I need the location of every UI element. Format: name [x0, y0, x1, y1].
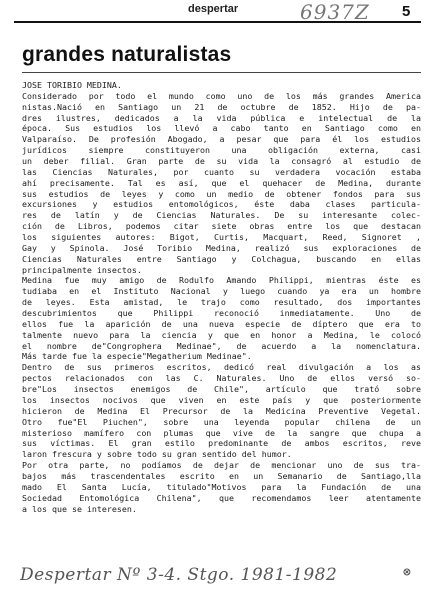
article-line: nistas.Nació en Santiago un 21 de octubre de 1852. Hijo de pa- [22, 101, 421, 112]
article-line: excursiones y estudios entomológicos, éste daba clases particula- [22, 199, 421, 210]
article-body [22, 80, 421, 514]
article-line: los siguientes autores: Bigot, Curtis, Macquart, Reed, Signoret , [22, 232, 421, 243]
article-line: Gay y Spinola. José Toribio Medina, realizó sus exploraciones de [22, 242, 421, 253]
article-line: laron frescura y sobre todo su gran sentido del humor. [22, 449, 292, 460]
article-line: descubrimientos que Philippi reconoció inmediatamente. Uno de [22, 308, 421, 319]
article-line: pectos relacionados con las C. Naturales. Uno de ellos versó so- [22, 373, 421, 384]
article-line: jurídicos siempre constituyeron una obligación externa, casi [22, 145, 421, 156]
article-line: Más tarde fue la especie"Megatherium Medinae". [22, 351, 252, 362]
article-line: principalmente insectos. [22, 264, 142, 275]
article-line: Valparaíso. De profesión Abogado, a pesar que para él los estudios [22, 134, 421, 145]
article-line: talmente nuevo para la ciencia y que en honor a Medina, le colocó [22, 329, 421, 340]
article-line: Ciencias Naturales entre Santiago y Colchagua, buscando en ellas [22, 253, 421, 264]
article-line: Considerado por todo el mundo como uno de los más grandes America [22, 90, 421, 101]
article-line: sus víctimas. El gran estilo predominante de ambos escritos, reve [22, 438, 421, 449]
article-line: Por otra parte, no podíamos de dejar de mencionar uno de sus tra- [22, 460, 421, 471]
article-line: de leyes. Esta amistad, le trajo como resultado, dos importantes [22, 297, 421, 308]
handwritten-catalog-code: 6937Z [300, 0, 370, 24]
article-line: época. Sus estudios los llevó a cabo tanto en Santiago como en [22, 123, 421, 134]
article-line: Otro fue"El Piuchen", sobre una leyenda popular chilena de un [22, 416, 421, 427]
article-line: bajos más trascendentales escrito en un Semanario de Santiago,lla [22, 470, 421, 481]
article-line: los insectos nocivos que viven en este país y que posteriormente [22, 394, 421, 405]
article-line: sus estudios de leyes y como un medio de obtener fondos para sus [22, 188, 421, 199]
article-line: misterioso mamífero con plumas que vive de la sangre que chupa a [22, 427, 421, 438]
stamp-icon: ⊗ [403, 565, 411, 580]
article-line: Sociedad Entomológica Chilena", que recomendamos leer atentamente [22, 492, 421, 503]
article-line: tudiaba en el Instituto Nacional y luego cuando ya era un hombre [22, 286, 421, 297]
article-line: dres ilustres, dedicados a la vida pública e intelectual de la [22, 112, 421, 123]
article-line: a los que se interesen. [22, 503, 137, 514]
article-line: un deber filial. Gran parte de su vida la consagró al estudio de [22, 156, 421, 167]
header-divider [14, 21, 421, 23]
article-line: bre"Los insectos enemigos de Chile", artículo que trató sobre [22, 384, 421, 395]
article-line: ahí precisamente. Tal es así, que el quehacer de Medina, durante [22, 177, 421, 188]
article-line: el nombre de"Congrophera Medinae", de acuerdo a la nomenclatura. [22, 340, 421, 351]
section-divider [22, 72, 421, 73]
article-line: las Ciencias Naturales, por cuanto su verdadera vocación estaba [22, 166, 421, 177]
section-title: grandes naturalistas [22, 43, 232, 66]
handwritten-source-note: Despertar Nº 3-4. Stgo. 1981-1982 [20, 565, 338, 585]
article-line: JOSE TORIBIO MEDINA. [22, 80, 122, 90]
article-line: mado El Santa Lucía, titulado"Motivos para la Fundación de una [22, 481, 421, 492]
article-line: ellos fue la aparición de una nueva especie de díptero que era to [22, 318, 421, 329]
article-line: Medina fue muy amigo de Rodulfo Amando Philippi, mientras éste es [22, 275, 421, 286]
article-line: hicieron de Medina El Precursor de la Medicina Preventive Vegetal. [22, 405, 421, 416]
article-line: Dentro de sus primeros escritos, dedicó real divulgación a los as [22, 362, 421, 373]
article-line: res de latín y de Ciencias Naturales. De su interesante colec- [22, 210, 421, 221]
article-line: ción de Libros, podemos citar siete obras entre los que destacan [22, 221, 421, 232]
page-number: 5 [402, 3, 411, 20]
publication-name: despertar [188, 3, 239, 15]
